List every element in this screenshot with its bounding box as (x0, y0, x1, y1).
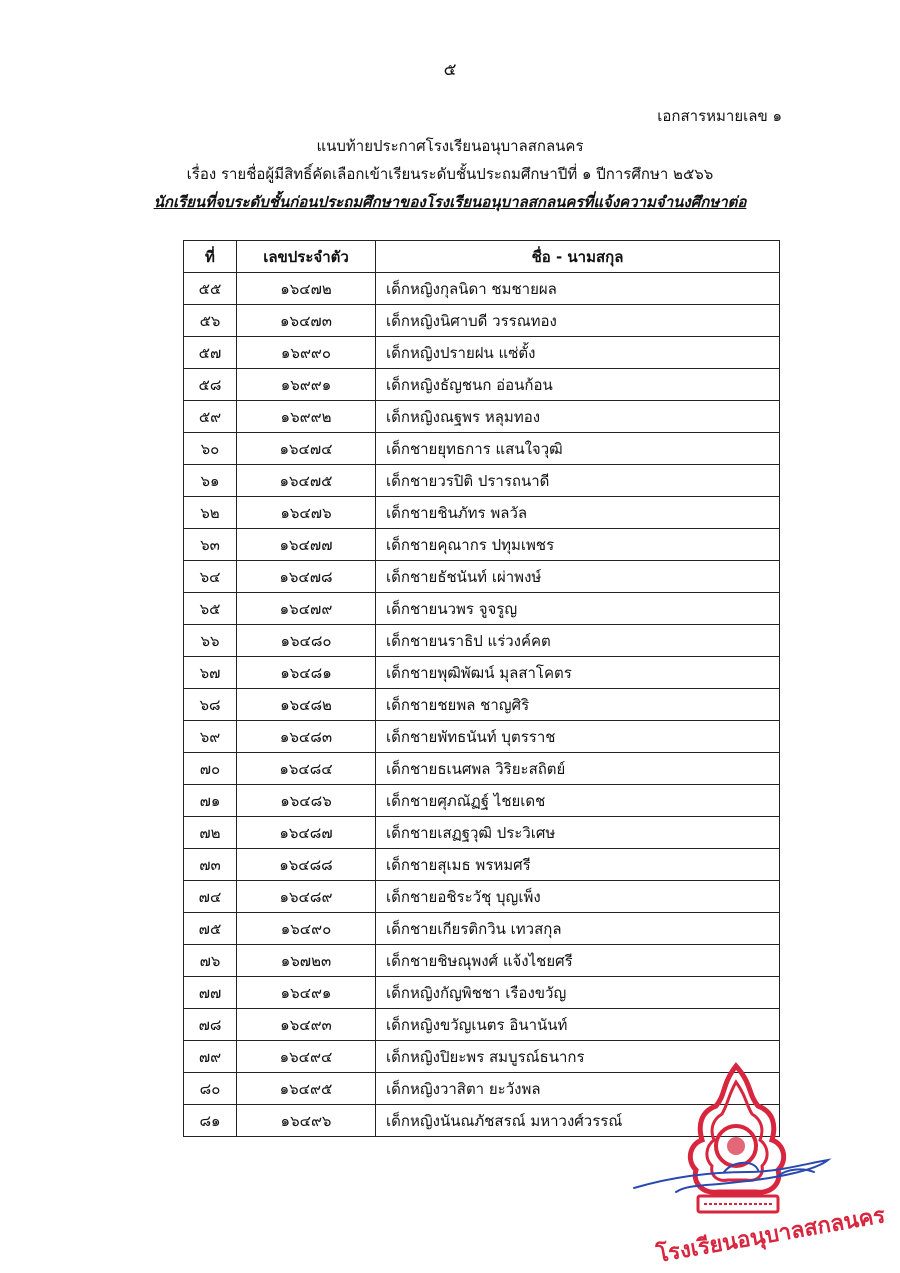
row-student-id: ๑๖๙๙๑ (237, 369, 376, 401)
row-full-name: เด็กหญิงวาสิตา ยะวังพล (376, 1073, 780, 1105)
row-student-id: ๑๖๔๘๒ (237, 689, 376, 721)
row-student-id: ๑๖๙๙๐ (237, 337, 376, 369)
row-full-name: เด็กหญิงนิศาบดี วรรณทอง (376, 305, 780, 337)
table-row (184, 849, 780, 881)
row-number: ๖๖ (184, 625, 237, 657)
row-student-id: ๑๖๙๙๒ (237, 401, 376, 433)
table-row (184, 369, 780, 401)
table-row (184, 881, 780, 913)
row-number: ๕๕ (184, 273, 237, 305)
document-reference: เอกสารหมายเลข ๑ (657, 107, 782, 125)
column-header-full-name: ชื่อ - นามสกุล (376, 241, 780, 273)
row-student-id: ๑๖๔๘๓ (237, 721, 376, 753)
row-number: ๖๗ (184, 657, 237, 689)
row-full-name: เด็กหญิงกุลนิดา ชมชายผล (376, 273, 780, 305)
row-student-id: ๑๖๔๙๑ (237, 977, 376, 1009)
table-row (184, 689, 780, 721)
table-row (184, 817, 780, 849)
row-student-id: ๑๖๔๘๔ (237, 753, 376, 785)
row-number: ๗๙ (184, 1041, 237, 1073)
row-full-name: เด็กหญิงปิยะพร สมบูรณ์ธนากร (376, 1041, 780, 1073)
table-row (184, 753, 780, 785)
row-student-id: ๑๖๗๒๓ (237, 945, 376, 977)
row-full-name: เด็กหญิงขวัญเนตร อินานันท์ (376, 1009, 780, 1041)
row-number: ๖๘ (184, 689, 237, 721)
row-student-id: ๑๖๔๙๐ (237, 913, 376, 945)
row-full-name: เด็กชายคุณากร ปทุมเพชร (376, 529, 780, 561)
row-number: ๖๓ (184, 529, 237, 561)
header-subject: เรื่อง รายชื่อผู้มีสิทธิ์คัดเลือกเข้าเรียนระดับชั้นประถมศึกษาปีที่ ๑ ปีการศึกษา ๒๕๖๖ (186, 165, 714, 183)
table-row (184, 977, 780, 1009)
row-full-name: เด็กชายนวพร จูจรูญ (376, 593, 780, 625)
row-number: ๘๑ (184, 1105, 237, 1137)
row-student-id: ๑๖๔๗๘ (237, 561, 376, 593)
row-student-id: ๑๖๔๙๕ (237, 1073, 376, 1105)
row-student-id: ๑๖๔๗๕ (237, 465, 376, 497)
row-number: ๗๑ (184, 785, 237, 817)
row-student-id: ๑๖๔๙๓ (237, 1009, 376, 1041)
row-full-name: เด็กชายวรปิติ ปรารถนาดี (376, 465, 780, 497)
row-full-name: เด็กชายศุภณัฏฐ์ ไชยเดช (376, 785, 780, 817)
row-full-name: เด็กชายสุเมธ พรหมศรี (376, 849, 780, 881)
row-number: ๖๒ (184, 497, 237, 529)
row-student-id: ๑๖๔๗๖ (237, 497, 376, 529)
table-row (184, 785, 780, 817)
row-full-name: เด็กชายชิษณุพงศ์ แจ้งไชยศรี (376, 945, 780, 977)
row-student-id: ๑๖๔๘๐ (237, 625, 376, 657)
row-number: ๗๕ (184, 913, 237, 945)
seal-school-name: โรงเรียนอนุบาลสกลนคร (654, 1203, 888, 1269)
row-number: ๗๔ (184, 881, 237, 913)
row-number: ๕๘ (184, 369, 237, 401)
row-number: ๗๖ (184, 945, 237, 977)
row-student-id: ๑๖๔๗๒ (237, 273, 376, 305)
row-number: ๖๐ (184, 433, 237, 465)
row-full-name: เด็กชายเสฏฐวุฒิ ประวิเศษ (376, 817, 780, 849)
row-number: ๖๙ (184, 721, 237, 753)
table-row (184, 593, 780, 625)
table-row (184, 273, 780, 305)
row-full-name: เด็กหญิงณฐพร หลุมทอง (376, 401, 780, 433)
row-full-name: เด็กชายธัชนันท์ เผ่าพงษ์ (376, 561, 780, 593)
row-student-id: ๑๖๔๘๘ (237, 849, 376, 881)
table-row (184, 433, 780, 465)
row-number: ๕๙ (184, 401, 237, 433)
table-row (184, 1009, 780, 1041)
row-full-name: เด็กหญิงปรายฝน แซ่ตั้ง (376, 337, 780, 369)
row-full-name: เด็กชายชยพล ชาญศิริ (376, 689, 780, 721)
table-row (184, 401, 780, 433)
row-number: ๗๘ (184, 1009, 237, 1041)
row-full-name: เด็กชายยุทธการ แสนใจวุฒิ (376, 433, 780, 465)
row-full-name: เด็กหญิงนันณภัชสรณ์ มหาวงศ์วรรณ์ (376, 1105, 780, 1137)
table-row (184, 657, 780, 689)
row-number: ๖๑ (184, 465, 237, 497)
table-row (184, 945, 780, 977)
table-row (184, 337, 780, 369)
table-row (184, 529, 780, 561)
page-number: ๕ (443, 60, 457, 80)
row-student-id: ๑๖๔๘๖ (237, 785, 376, 817)
table-row (184, 465, 780, 497)
row-student-id: ๑๖๔๗๔ (237, 433, 376, 465)
table-row (184, 561, 780, 593)
student-table (183, 240, 780, 1137)
table-row (184, 625, 780, 657)
row-full-name: เด็กชายพุฒิพัฒน์ มุลสาโคตร (376, 657, 780, 689)
table-row (184, 913, 780, 945)
row-student-id: ๑๖๔๙๔ (237, 1041, 376, 1073)
table-body (184, 273, 780, 1137)
column-header-student-id: เลขประจำตัว (237, 241, 376, 273)
header-title: แนบท้ายประกาศโรงเรียนอนุบาลสกลนคร (316, 137, 584, 155)
row-number: ๖๕ (184, 593, 237, 625)
column-header-number: ที่ (184, 241, 237, 273)
table-row (184, 721, 780, 753)
row-number: ๘๐ (184, 1073, 237, 1105)
table-row (184, 497, 780, 529)
row-student-id: ๑๖๔๗๙ (237, 593, 376, 625)
table-row (184, 305, 780, 337)
seal-emblem (690, 1066, 783, 1212)
row-number: ๕๗ (184, 337, 237, 369)
row-number: ๖๔ (184, 561, 237, 593)
row-full-name: เด็กชายนราธิป แร่วงค์คต (376, 625, 780, 657)
row-full-name: เด็กหญิงธัญชนก อ่อนก้อน (376, 369, 780, 401)
table-header-row (184, 241, 780, 273)
row-student-id: ๑๖๔๘๑ (237, 657, 376, 689)
row-student-id: ๑๖๔๗๓ (237, 305, 376, 337)
row-full-name: เด็กชายอชิระวัชุ บุญเพ็ง (376, 881, 780, 913)
row-number: ๗๗ (184, 977, 237, 1009)
row-student-id: ๑๖๔๘๗ (237, 817, 376, 849)
row-number: ๗๓ (184, 849, 237, 881)
row-student-id: ๑๖๔๗๗ (237, 529, 376, 561)
row-full-name: เด็กหญิงกัญพิชชา เรืองขวัญ (376, 977, 780, 1009)
row-full-name: เด็กชายพัทธนันท์ บุตรราช (376, 721, 780, 753)
header-description: นักเรียนที่จบระดับชั้นก่อนประถมศึกษาของโรงเรียนอนุบาลสกลนครที่แจ้งความจำนงศึกษาต่อ (153, 193, 747, 211)
row-full-name: เด็กชายเกียรติกวิน เทวสกุล (376, 913, 780, 945)
row-full-name: เด็กชายชินภัทร พลวัล (376, 497, 780, 529)
row-number: ๗๒ (184, 817, 237, 849)
row-number: ๗๐ (184, 753, 237, 785)
row-student-id: ๑๖๔๘๙ (237, 881, 376, 913)
school-seal-stamp (628, 1060, 888, 1269)
row-number: ๕๖ (184, 305, 237, 337)
row-student-id: ๑๖๔๙๖ (237, 1105, 376, 1137)
row-full-name: เด็กชายธเนศพล วิริยะสถิตย์ (376, 753, 780, 785)
